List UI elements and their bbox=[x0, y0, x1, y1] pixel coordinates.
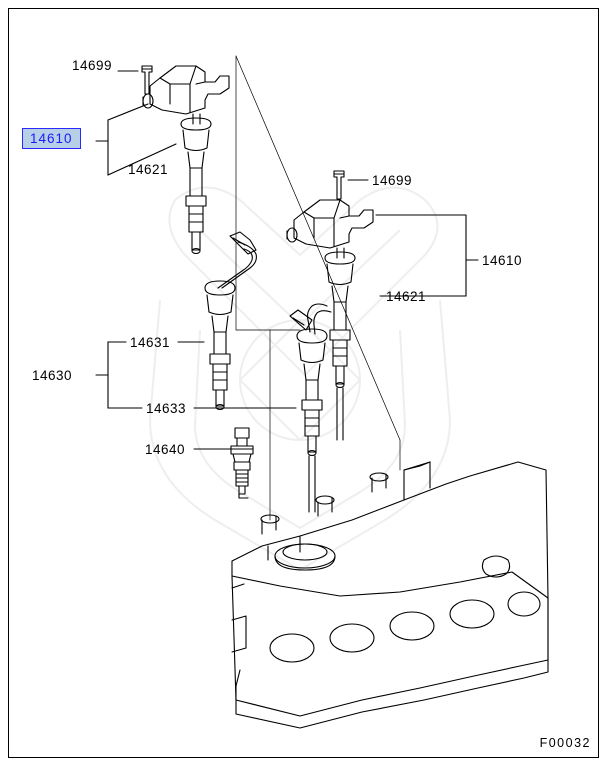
part-label-14610-middle: 14610 bbox=[482, 253, 523, 268]
part-label-14631: 14631 bbox=[130, 335, 171, 350]
part-label-14640: 14640 bbox=[145, 442, 186, 457]
part-label-14630: 14630 bbox=[32, 368, 73, 383]
figure-code: F00032 bbox=[539, 736, 591, 750]
part-label-14621-top: 14621 bbox=[128, 162, 169, 177]
part-label-14610-top-highlighted[interactable]: 14610 bbox=[22, 128, 81, 149]
part-label-14699-middle: 14699 bbox=[372, 173, 413, 188]
part-label-14633: 14633 bbox=[146, 401, 187, 416]
diagram-frame bbox=[8, 8, 599, 758]
part-label-14699-top: 14699 bbox=[72, 58, 113, 73]
part-label-14621-middle: 14621 bbox=[386, 289, 427, 304]
